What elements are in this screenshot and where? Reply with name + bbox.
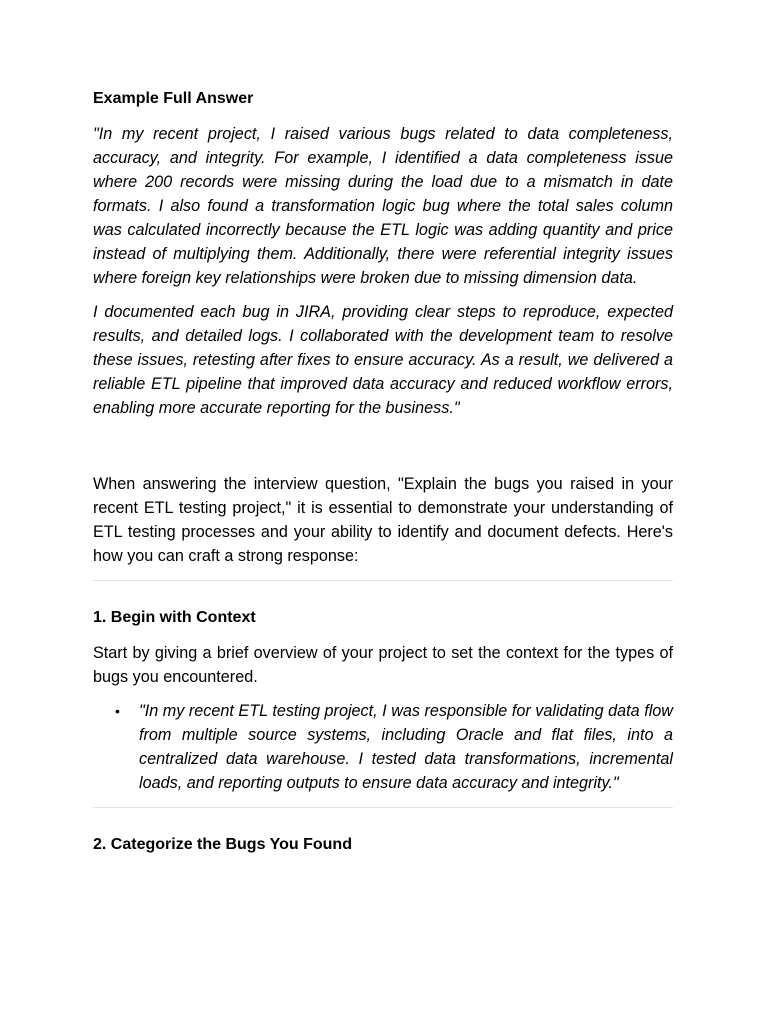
list-item [115,699,673,795]
section-divider [93,580,673,581]
example-paragraph-1: "In my recent project, I raised various bugs related to data completeness, accuracy, and integrity. For example, I identified a data completeness issue where 200 records were missing during the load due to a mismatch in date formats. I also found a transformation logic bug where the total sales column was calculated incorrectly because the ETL logic was adding quantity and price instead of multiplying them. Additionally, there were referential integrity issues where foreign key relationships were broken due to missing dimension data. [93,125,673,287]
bullet-icon: • [115,703,120,719]
section-heading-categorize: 2. Categorize the Bugs You Found [93,836,352,853]
document-page [93,88,673,868]
example-paragraph-2: I documented each bug in JIRA, providing clear steps to reproduce, expected results, and detailed logs. I collaborated with the development team to resolve these issues, retesting after fixes to ensure accuracy. As a result, we delivered a reliable ETL pipeline that improved data accuracy and reduced workflow errors, enabling more accurate reporting for the business." [93,303,673,417]
section-heading-context: 1. Begin with Context [93,609,256,626]
section-divider [93,807,673,808]
list-item-text: "In my recent ETL testing project, I was responsible for validating data flow from multiple source systems, including Oracle and flat files, into a centralized data warehouse. I tested data transformations, incremental loads, and reporting outputs to ensure data accuracy and integrity." [139,702,673,792]
spacer [93,430,673,472]
intro-paragraph: When answering the interview question, "Explain the bugs you raised in your recent ETL testing project," it is essential to demonstrate your understanding of ETL testing processes and your ability to identify and document defects. Here's how you can craft a strong response: [93,475,673,565]
example-heading: Example Full Answer [93,90,254,107]
context-bullet-list [93,699,673,795]
section-paragraph-context: Start by giving a brief overview of your project to set the context for the types of bugs you encountered. [93,644,673,686]
